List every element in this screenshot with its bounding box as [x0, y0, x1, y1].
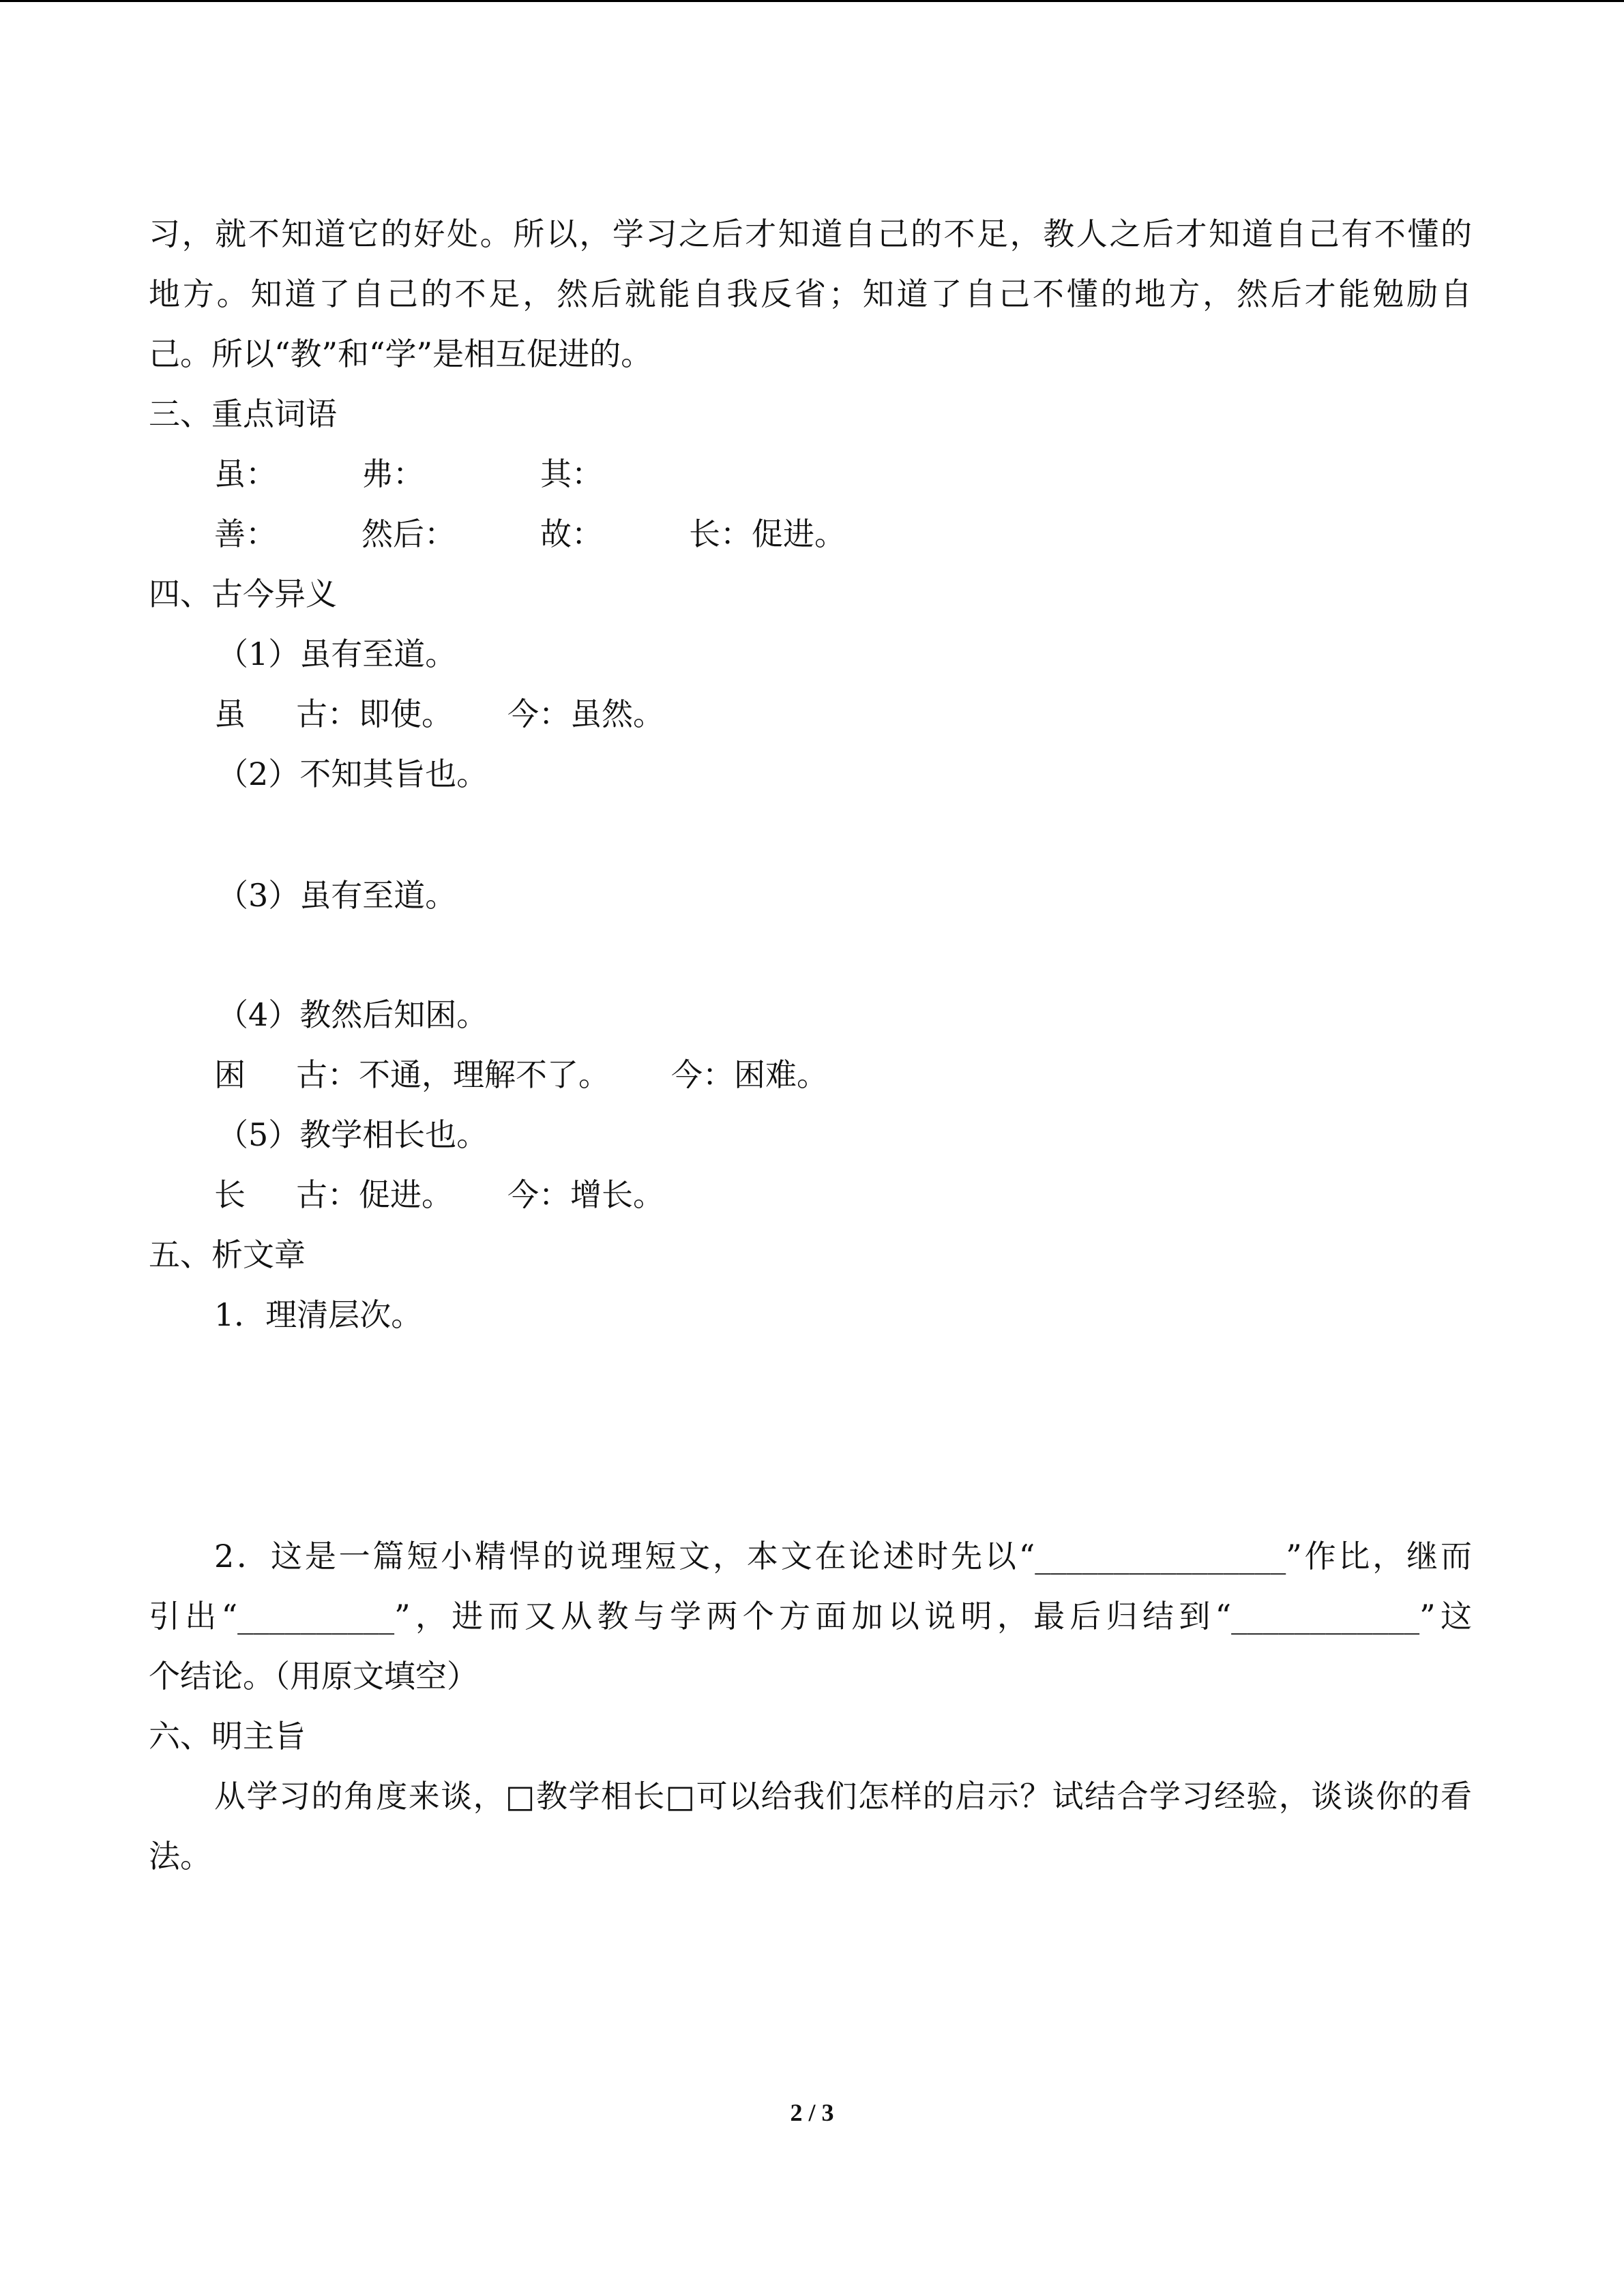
key-word: 长：促进。 — [689, 516, 846, 552]
ancient-meaning: 古：促进。 — [296, 1176, 453, 1213]
modern-meaning: 今：困难。 — [671, 1056, 828, 1093]
section-heading: 六、明主旨 — [149, 1718, 306, 1755]
question-2-line: 2．这是一篇短小精悍的说理短文，本文在论述时先以“________________”作比，继而 — [214, 1538, 1472, 1575]
target-word: 虽 — [214, 696, 246, 732]
key-word: 故： — [540, 516, 603, 552]
key-word: 弗： — [361, 456, 424, 492]
key-word: 善： — [214, 516, 277, 552]
key-word: 然后： — [361, 516, 456, 552]
example-sentence: （2）不知其旨也。 — [217, 756, 488, 792]
key-word: 其： — [540, 456, 603, 492]
section-heading: 五、析文章 — [149, 1236, 306, 1273]
page-number: 2 / 3 — [790, 2099, 834, 2126]
section-heading: 四、古今异义 — [149, 576, 337, 612]
ancient-meaning: 古：不通，理解不了。 — [296, 1056, 610, 1093]
question-1: 1．理清层次。 — [214, 1296, 423, 1333]
example-sentence: （4）教然后知困。 — [217, 996, 488, 1033]
target-word: 长 — [214, 1176, 246, 1213]
question-2-line: 个结论。（用原文填空） — [149, 1658, 478, 1695]
prompt-line: 法。 — [149, 1838, 211, 1875]
page-top-border — [0, 0, 1624, 2]
paragraph-line: 习，就不知道它的好处。所以，学习之后才知道自己的不足，教人之后才知道自己有不懂的 — [149, 215, 1472, 252]
key-word: 虽： — [214, 456, 277, 492]
paragraph-line: 地方。知道了自己的不足，然后就能自我反省；知道了自己不懂的地方，然后才能勉励自 — [149, 275, 1472, 312]
modern-meaning: 今：虽然。 — [507, 696, 664, 732]
example-sentence: （1）虽有至道。 — [217, 636, 457, 672]
modern-meaning: 今：增长。 — [507, 1176, 664, 1213]
question-2-line: 引出“__________”，进而又从教与学两个方面加以说明，最后归结到“____________”这 — [149, 1598, 1472, 1635]
paragraph-line: 己。所以“教”和“学”是相互促进的。 — [149, 336, 653, 372]
example-sentence: （3）虽有至道。 — [217, 877, 457, 914]
prompt-line: 从学习的角度来谈，□教学相长□可以给我们怎样的启示？试结合学习经验，谈谈你的看 — [214, 1778, 1472, 1815]
target-word: 困 — [214, 1056, 246, 1093]
section-heading: 三、重点词语 — [149, 396, 337, 432]
example-sentence: （5）教学相长也。 — [217, 1116, 488, 1153]
ancient-meaning: 古：即使。 — [296, 696, 453, 732]
